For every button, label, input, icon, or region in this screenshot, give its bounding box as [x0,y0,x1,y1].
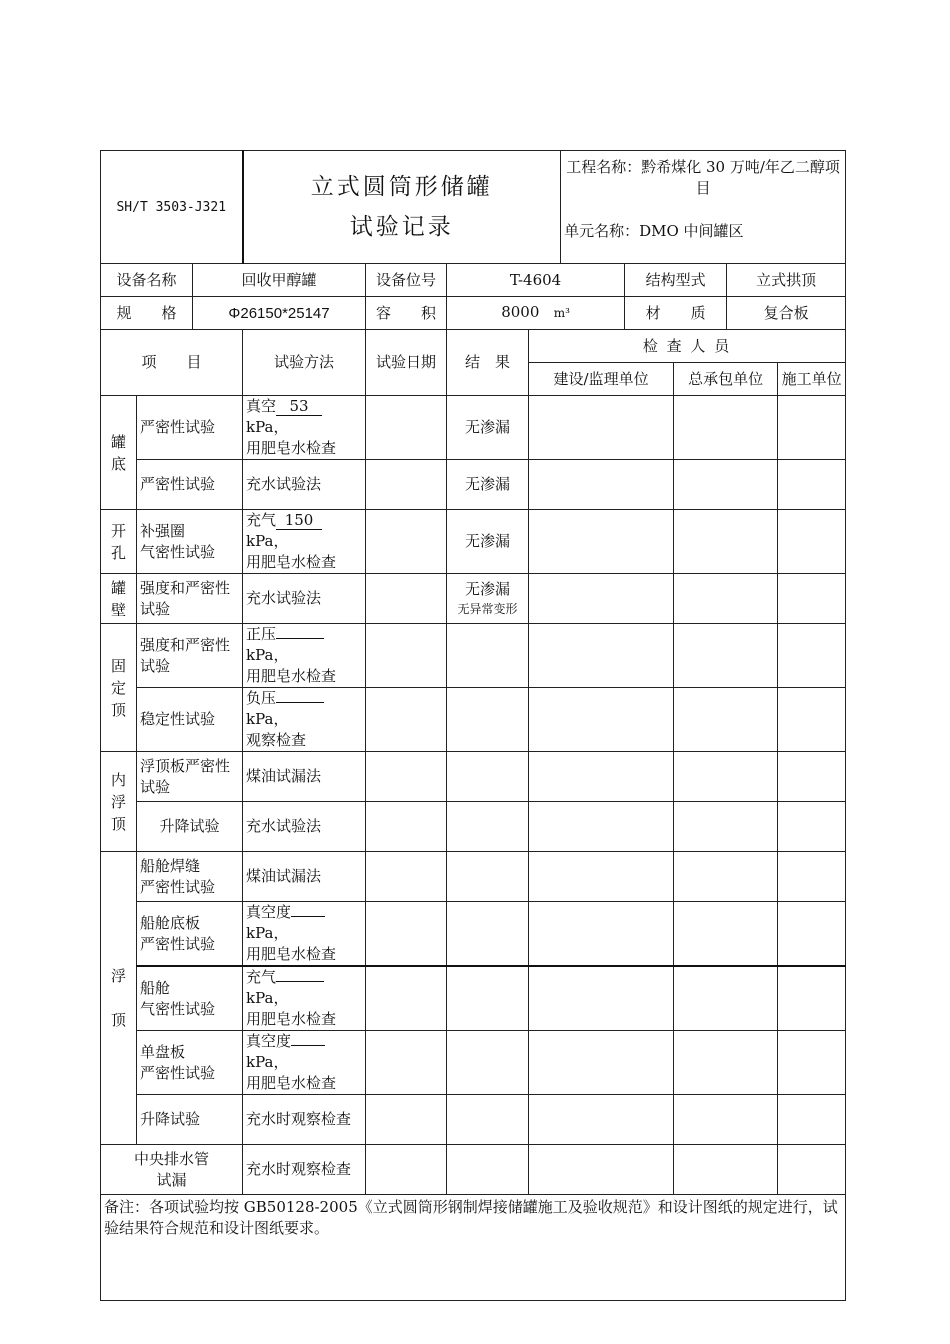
row-date[interactable] [366,574,447,624]
group-tank-wall: 罐壁 [101,574,137,624]
table-row [101,966,846,1031]
row-result[interactable] [447,688,529,752]
row-item: 强度和严密性试验 [137,624,243,688]
table-row [101,752,846,802]
sign-owner[interactable] [529,852,674,902]
row-method: 煤油试漏法 [243,752,366,802]
sign-contractor[interactable] [674,902,778,967]
table-row [101,624,846,688]
sign-builder[interactable] [778,902,846,967]
project-label: 工程名称： [566,158,642,176]
row-result: 无渗漏 [447,510,529,574]
table-row [101,1095,846,1145]
sign-contractor[interactable] [674,802,778,852]
project-info [561,151,846,264]
sign-builder[interactable] [778,396,846,460]
volume-unit: m³ [553,306,570,320]
sign-contractor[interactable] [674,752,778,802]
sign-contractor[interactable] [674,460,778,510]
table-row [101,902,846,967]
equip-name-value: 回收甲醇罐 [193,264,366,297]
row-item: 严密性试验 [137,396,243,460]
row-method: 真空度kPa， 用肥皂水检查 [243,902,366,967]
test-record-sheet [100,150,845,1301]
row-item: 升降试验 [137,802,243,852]
row-method: 充气 150kPa， 用肥皂水检查 [243,510,366,574]
vacuum-value: 53 [276,398,322,416]
sign-builder[interactable] [778,802,846,852]
col-result: 结 果 [447,330,529,396]
row-method: 充水试验法 [243,574,366,624]
row-method: 充水时观察检查 [243,1145,366,1195]
sign-contractor[interactable] [674,396,778,460]
sign-owner[interactable] [529,752,674,802]
row-method: 负压kPa， 观察检查 [243,688,366,752]
sign-owner[interactable] [529,802,674,852]
row-method: 充气kPa， 用肥皂水检查 [243,966,366,1031]
sign-builder[interactable] [778,460,846,510]
col-date: 试验日期 [366,330,447,396]
sign-owner[interactable] [529,1145,674,1195]
sign-builder[interactable] [778,1031,846,1095]
col-item: 项 目 [101,330,243,396]
blank-value[interactable] [291,1045,325,1046]
row-result[interactable] [447,802,529,852]
sign-builder[interactable] [778,1095,846,1145]
row-method: 真空度kPa， 用肥皂水检查 [243,1031,366,1095]
row-method: 充水试验法 [243,460,366,510]
group-tank-bottom: 罐底 [101,396,137,510]
table-row [101,1031,846,1095]
sign-owner[interactable] [529,966,674,1031]
row-date[interactable] [366,1031,447,1095]
row-item: 升降试验 [137,1095,243,1145]
unit-label: 单元名称： [564,222,640,240]
row-result[interactable] [447,752,529,802]
volume-value [447,297,625,330]
project-name: 黔希煤化 30 万吨/年乙二醇项目 [641,158,840,197]
structure-value: 立式拱顶 [727,264,846,297]
equip-no-value: T-4604 [447,264,625,297]
form-code: SH/T 3503-J321 [101,151,243,264]
sign-contractor[interactable] [674,1031,778,1095]
row-item: 补强圈 气密性试验 [137,510,243,574]
sign-owner[interactable] [529,574,674,624]
row-date[interactable] [366,624,447,688]
sign-builder[interactable] [778,510,846,574]
col-inspectors: 检 查 人 员 [529,330,846,363]
volume-number: 8000 [501,303,540,321]
group-floating-roof: 浮顶 [101,852,137,1145]
sign-owner[interactable] [529,1031,674,1095]
sign-contractor[interactable] [674,624,778,688]
row-result: 无渗漏 无异常变形 [447,574,529,624]
blank-value[interactable] [291,916,325,917]
equip-no-label: 设备位号 [366,264,447,297]
material-label: 材 质 [625,297,727,330]
sign-builder[interactable] [778,966,846,1031]
sign-contractor[interactable] [674,510,778,574]
group-inner-floating-roof: 内浮顶 [101,752,137,852]
row-date[interactable] [366,802,447,852]
table-row [101,510,846,574]
row-date[interactable] [366,902,447,967]
row-result: 无渗漏 [447,460,529,510]
row-result: 无渗漏 [447,396,529,460]
row-date[interactable] [366,688,447,752]
row-date[interactable] [366,752,447,802]
row-item: 浮顶板严密性试验 [137,752,243,802]
group-opening: 开孔 [101,510,137,574]
spec-value: Φ26150*25147 [193,297,366,330]
sign-owner[interactable] [529,902,674,967]
volume-label: 容 积 [366,297,447,330]
row-date[interactable] [366,460,447,510]
sign-owner[interactable] [529,460,674,510]
row-item: 强度和严密性试验 [137,574,243,624]
sign-contractor[interactable] [674,574,778,624]
sign-contractor[interactable] [674,688,778,752]
row-result[interactable] [447,852,529,902]
row-method: 煤油试漏法 [243,852,366,902]
blank-value[interactable] [276,702,324,703]
sign-owner[interactable] [529,1095,674,1145]
row-result[interactable] [447,966,529,1031]
table-row [101,396,846,460]
sign-builder[interactable] [778,852,846,902]
table-row [101,1145,846,1195]
col-inspector-contractor: 总承包单位 [674,363,778,396]
sign-contractor[interactable] [674,1095,778,1145]
form-title [243,151,561,264]
row-method: 正压kPa， 用肥皂水检查 [243,624,366,688]
row-result[interactable] [447,1031,529,1095]
row-date[interactable] [366,396,447,460]
blank-value[interactable] [276,981,324,982]
record-table [100,150,846,1301]
row-date[interactable] [366,510,447,574]
sign-owner[interactable] [529,624,674,688]
row-item: 稳定性试验 [137,688,243,752]
row-item: 船舱焊缝 严密性试验 [137,852,243,902]
material-value: 复合板 [727,297,846,330]
spec-label: 规 格 [101,297,193,330]
unit-name: DMO 中间罐区 [639,222,744,240]
col-inspector-builder: 施工单位 [778,363,846,396]
table-row [101,852,846,902]
table-row [101,574,846,624]
row-item: 严密性试验 [137,460,243,510]
table-row [101,688,846,752]
row-result[interactable] [447,624,529,688]
row-date[interactable] [366,852,447,902]
row-method: 真空 53kPa， 用肥皂水检查 [243,396,366,460]
row-method: 充水时观察检查 [243,1095,366,1145]
sign-builder[interactable] [778,624,846,688]
sign-owner[interactable] [529,688,674,752]
sign-contractor[interactable] [674,852,778,902]
row-item: 船舱 气密性试验 [137,966,243,1031]
sign-builder[interactable] [778,688,846,752]
row-result[interactable] [447,902,529,967]
table-row [101,802,846,852]
sign-builder[interactable] [778,1145,846,1195]
title-line-2: 试验记录 [349,214,454,240]
blank-value[interactable] [276,638,324,639]
sign-builder[interactable] [778,752,846,802]
row-date[interactable] [366,1095,447,1145]
row-item: 船舱底板 严密性试验 [137,902,243,967]
sign-owner[interactable] [529,510,674,574]
group-fixed-roof: 固定顶 [101,624,137,752]
row-method: 充水试验法 [243,802,366,852]
col-method: 试验方法 [243,330,366,396]
col-inspector-owner: 建设/监理单位 [529,363,674,396]
remark: 备注：各项试验均按 GB50128-2005《立式圆筒形钢制焊接储罐施工及验收规范》和设计图纸的规定进行，试验结果符合规范和设计图纸要求。 [101,1195,846,1301]
row-item: 中央排水管 试漏 [101,1145,243,1195]
equip-name-label: 设备名称 [101,264,193,297]
row-result[interactable] [447,1145,529,1195]
sign-contractor[interactable] [674,1145,778,1195]
pressure-value: 150 [276,512,322,530]
structure-label: 结构型式 [625,264,727,297]
row-item: 单盘板 严密性试验 [137,1031,243,1095]
sign-owner[interactable] [529,396,674,460]
row-date[interactable] [366,1145,447,1195]
sign-builder[interactable] [778,574,846,624]
table-row [101,460,846,510]
row-result[interactable] [447,1095,529,1145]
row-date[interactable] [366,966,447,1031]
title-line-1: 立式圆筒形储罐 [310,174,493,200]
sign-contractor[interactable] [674,966,778,1031]
